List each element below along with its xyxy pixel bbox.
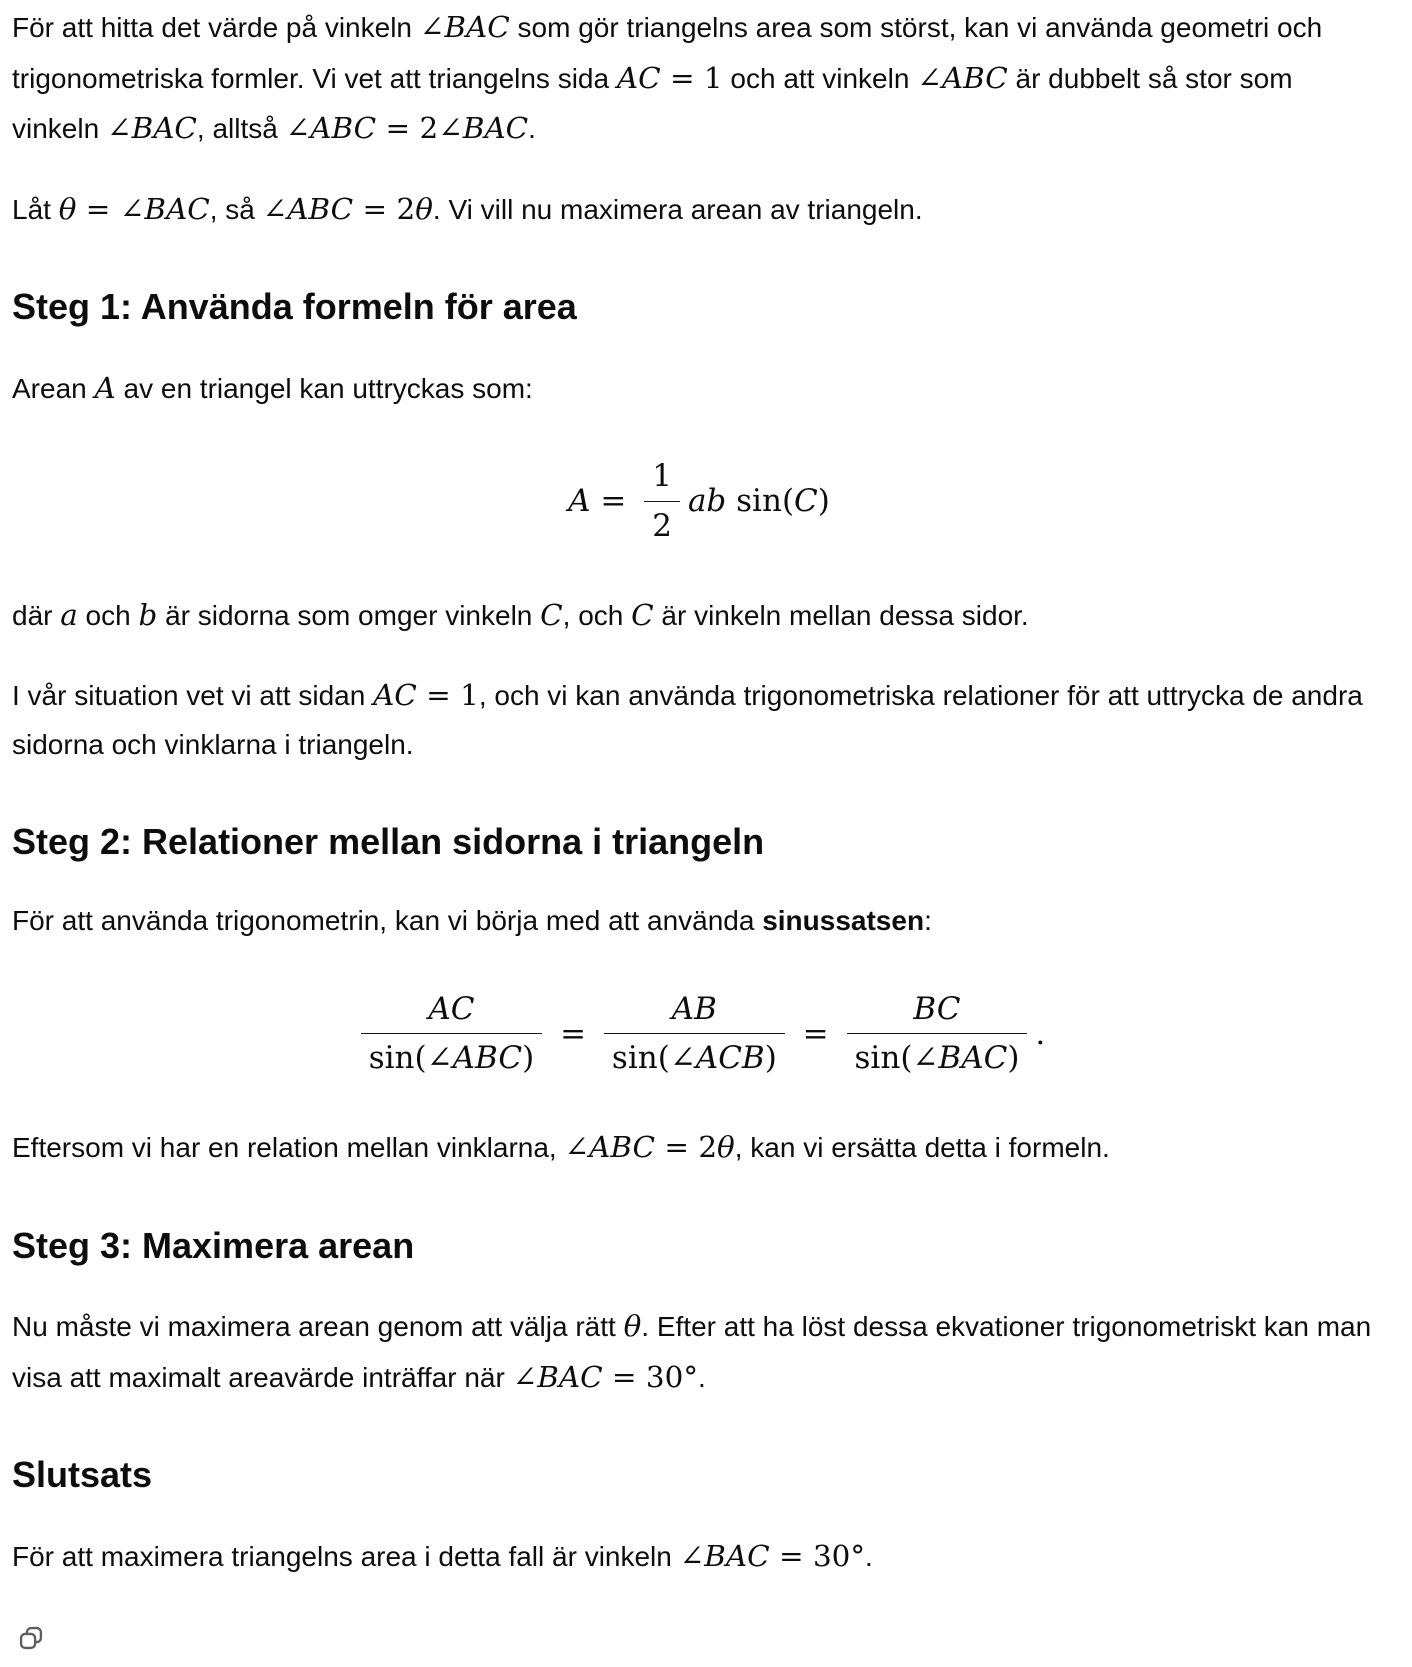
inline-math	[917, 61, 1008, 95]
fraction-denominator	[604, 1033, 785, 1078]
math-symbol	[76, 192, 85, 226]
math-variable: A	[452, 1040, 475, 1077]
math-variable: A	[153, 111, 175, 146]
math-symbol: =	[611, 1359, 637, 1394]
inline-math	[95, 371, 116, 405]
math-variable: θ	[623, 1309, 642, 1344]
fraction-numerator	[644, 457, 680, 501]
math-variable: A	[373, 678, 395, 713]
inline-math	[540, 598, 563, 632]
paragraph: För att hitta det värde på vinkeln ∠BAC som gör triangelns area som störst, kan vi använda geometri och trigonometriska formler. Vi vet att triangelns sida AC = 1 och att vinkeln ∠ABC är dubbelt så stor som vinkeln ∠BAC, alltså ∠ABC = 2∠BAC.	[12, 10, 1323, 146]
math-symbol	[637, 1360, 646, 1394]
math-variable: B	[308, 191, 331, 226]
section-heading: Steg 1: Använda formeln för area	[12, 286, 577, 328]
inline-math	[568, 482, 636, 521]
math-variable: C	[985, 60, 1008, 95]
math-symbol: ∠	[426, 1040, 453, 1077]
math-variable: B	[444, 10, 467, 44]
math-symbol	[829, 1016, 839, 1052]
math-variable: A	[616, 60, 639, 95]
math-symbol: °	[683, 1359, 699, 1394]
math-symbol: 0	[664, 1359, 684, 1394]
math-symbol: (	[414, 1040, 427, 1077]
math-variable: b	[706, 483, 727, 520]
fraction-denominator	[847, 1033, 1028, 1078]
section-heading: Slutsats	[12, 1454, 153, 1496]
math-operator: sin	[611, 1040, 658, 1077]
math-variable: A	[484, 111, 506, 146]
math-variable: A	[558, 1359, 581, 1394]
math-symbol	[626, 483, 636, 519]
inline-math	[1035, 1015, 1045, 1054]
paragraph: Nu måste vi maximera arean genom att välja rätt θ. Efter att ha löst dessa ekvationer trigonometriskt kan man visa att maximalt areavärde inträffar när ∠BAC = 30°.	[12, 1309, 1372, 1394]
math-symbol: 1	[703, 60, 723, 95]
math-variable: A	[94, 370, 116, 405]
math-symbol: ∠	[679, 1538, 705, 1573]
math-symbol	[770, 1539, 779, 1573]
math-variable: B	[537, 1359, 559, 1394]
math-variable: C	[747, 1538, 770, 1573]
fraction-numerator	[420, 990, 482, 1034]
math-variable: A	[589, 1130, 611, 1165]
inline-math	[107, 111, 197, 145]
inline-math	[631, 598, 654, 632]
paragraph: Arean A av en triangel kan uttryckas som:	[12, 370, 533, 405]
math-symbol: 2	[652, 508, 672, 545]
math-symbol: ∠	[912, 1040, 939, 1077]
math-symbol: =	[560, 1015, 587, 1052]
inline-math	[59, 192, 210, 226]
math-symbol: )	[817, 483, 830, 520]
math-symbol	[655, 1130, 664, 1164]
math-variable: C	[450, 990, 475, 1027]
message-action-bar	[12, 1619, 1386, 1667]
paragraph: För att maximera triangelns area i detta fall är vinkeln ∠BAC = 30°.	[12, 1538, 873, 1573]
math-symbol	[376, 111, 385, 145]
math-variable: A	[428, 990, 451, 1027]
math-variable: B	[131, 111, 154, 146]
math-symbol: =	[385, 111, 411, 146]
math-variable: A	[310, 111, 332, 146]
math-symbol: =	[664, 1130, 689, 1165]
math-variable: C	[632, 1130, 655, 1165]
inline-math	[420, 10, 510, 44]
inline-math	[138, 598, 157, 632]
math-variable: θ	[58, 191, 77, 226]
math-variable: C	[187, 191, 210, 226]
copy-button[interactable]	[12, 1619, 50, 1657]
paragraph: För att använda trigonometrin, kan vi börja med att använda sinussatsen:	[12, 905, 932, 937]
math-variable: B	[610, 1130, 633, 1165]
math-symbol	[451, 678, 460, 712]
math-symbol: =	[85, 191, 111, 226]
math-symbol	[804, 1539, 813, 1573]
math-variable: A	[466, 10, 488, 44]
math-variable: a	[60, 597, 78, 632]
math-symbol: =	[600, 483, 627, 520]
math-variable: θ	[717, 1130, 735, 1165]
math-symbol: (	[657, 1040, 670, 1077]
math-variable: B	[938, 1040, 962, 1077]
math-symbol: 3	[645, 1359, 665, 1394]
display-formula	[12, 990, 1386, 1079]
inline-math	[263, 192, 433, 226]
math-variable: C	[936, 990, 961, 1027]
math-symbol: =	[669, 60, 695, 95]
math-symbol	[591, 483, 601, 519]
math-variable: B	[963, 60, 986, 95]
fraction-denominator	[644, 501, 680, 546]
math-variable: C	[718, 1040, 742, 1077]
math-variable: C	[580, 1359, 603, 1394]
bold-text: sinussatsen	[762, 905, 925, 937]
math-symbol: =	[778, 1538, 804, 1573]
inline-math	[680, 1539, 865, 1573]
math-variable: A	[287, 191, 309, 226]
math-symbol	[793, 1016, 803, 1052]
math-symbol: )	[522, 1040, 535, 1077]
math-variable: A	[165, 191, 188, 226]
inline-math	[688, 482, 830, 521]
inline-math	[373, 678, 479, 712]
math-variable: A	[941, 60, 964, 95]
fraction-denominator	[361, 1033, 542, 1078]
math-symbol: ∠	[564, 1130, 590, 1165]
math-variable: B	[694, 990, 717, 1027]
fraction-numerator	[905, 990, 968, 1034]
inline-math	[513, 1360, 698, 1394]
math-symbol: =	[426, 678, 451, 713]
math-variable: B	[331, 111, 354, 146]
math-variable: B	[462, 111, 485, 146]
section-heading: Steg 3: Maximera arean	[12, 1224, 415, 1266]
fraction	[847, 990, 1028, 1079]
fraction	[644, 457, 680, 546]
copy-icon	[17, 1624, 45, 1652]
math-variable: b	[138, 597, 158, 632]
inline-math	[564, 1130, 734, 1164]
math-variable: C	[540, 597, 563, 632]
fraction	[604, 990, 785, 1079]
math-symbol: ∠	[917, 60, 942, 95]
assistant-message	[12, 2, 1386, 1581]
math-symbol: 2	[419, 111, 439, 146]
math-symbol: 0	[831, 1538, 851, 1573]
math-variable: B	[144, 191, 166, 226]
math-variable: A	[961, 1040, 984, 1077]
math-operator: sin	[736, 483, 782, 520]
math-symbol: (	[781, 483, 795, 520]
math-symbol	[661, 61, 670, 95]
math-symbol: 2	[396, 191, 416, 226]
math-symbol: ∠	[285, 111, 311, 146]
math-variable: C	[353, 111, 377, 146]
math-variable: B	[475, 1040, 499, 1077]
math-variable: C	[631, 597, 654, 632]
math-symbol	[695, 61, 704, 95]
inline-math	[60, 598, 78, 632]
math-variable: C	[330, 191, 354, 226]
math-symbol	[689, 1130, 698, 1164]
math-symbol	[387, 192, 396, 226]
math-symbol: )	[764, 1040, 777, 1077]
math-variable: C	[394, 678, 417, 713]
math-variable: B	[704, 1538, 726, 1573]
math-variable: A	[725, 1538, 748, 1573]
math-symbol: ∠	[419, 10, 445, 44]
math-variable: B	[913, 990, 937, 1027]
display-formula	[12, 457, 1386, 546]
section-heading: Steg 2: Relationer mellan sidorna i triangeln	[12, 821, 765, 863]
math-operator: sin	[368, 1040, 415, 1077]
inline-math	[617, 61, 723, 95]
math-symbol	[586, 1016, 596, 1052]
math-variable: C	[487, 10, 510, 44]
math-variable: C	[174, 111, 197, 146]
paragraph: där a och b är sidorna som omger vinkeln C, och C är vinkeln mellan dessa sidor.	[12, 597, 1029, 632]
math-variable: C	[498, 1040, 523, 1077]
math-variable: a	[687, 483, 707, 520]
math-variable: C	[638, 60, 661, 95]
math-variable: θ	[415, 191, 433, 226]
paragraph: Låt θ = ∠BAC, så ∠ABC = 2θ. Vi vill nu maximera arean av triangeln.	[12, 191, 923, 226]
math-symbol	[417, 678, 426, 712]
math-variable: C	[505, 111, 529, 146]
math-symbol	[726, 483, 736, 519]
math-symbol: (	[900, 1040, 913, 1077]
math-symbol: ∠	[262, 191, 288, 226]
paragraph: I vår situation vet vi att sidan AC = 1, och vi kan använda trigonometriska relationer för att uttrycka de andra sidorna och vinklarna i triangeln.	[12, 678, 1363, 760]
math-symbol: ∠	[512, 1359, 538, 1394]
math-symbol	[550, 1016, 560, 1052]
inline-math	[550, 1015, 596, 1054]
math-symbol: ∠	[669, 1040, 696, 1077]
math-symbol	[603, 1360, 612, 1394]
fraction-numerator	[664, 990, 725, 1034]
fraction	[361, 990, 542, 1079]
math-symbol: )	[1007, 1040, 1020, 1077]
math-symbol	[353, 192, 362, 226]
math-symbol: 2	[698, 1130, 718, 1165]
math-variable: B	[741, 1040, 765, 1077]
math-symbol: .	[1035, 1015, 1046, 1052]
math-variable: A	[695, 1040, 719, 1077]
math-symbol	[110, 192, 119, 226]
inline-math	[286, 111, 529, 145]
math-operator: sin	[854, 1040, 901, 1077]
math-symbol: ∠	[119, 191, 145, 226]
math-symbol: 3	[812, 1538, 832, 1573]
math-symbol: 1	[460, 678, 479, 713]
inline-math	[624, 1309, 642, 1343]
math-symbol: ∠	[438, 111, 463, 146]
math-variable: C	[983, 1040, 1008, 1077]
math-symbol: 1	[652, 458, 672, 495]
math-symbol: =	[362, 191, 388, 226]
math-symbol: °	[850, 1538, 866, 1573]
math-symbol: ∠	[106, 111, 132, 146]
math-symbol: =	[802, 1015, 829, 1052]
inline-math	[793, 1015, 839, 1054]
math-variable: C	[794, 483, 818, 520]
math-variable: A	[671, 990, 695, 1027]
math-variable: A	[568, 483, 591, 520]
paragraph: Eftersom vi har en relation mellan vinklarna, ∠ABC = 2θ, kan vi ersätta detta i formeln.	[12, 1130, 1110, 1165]
